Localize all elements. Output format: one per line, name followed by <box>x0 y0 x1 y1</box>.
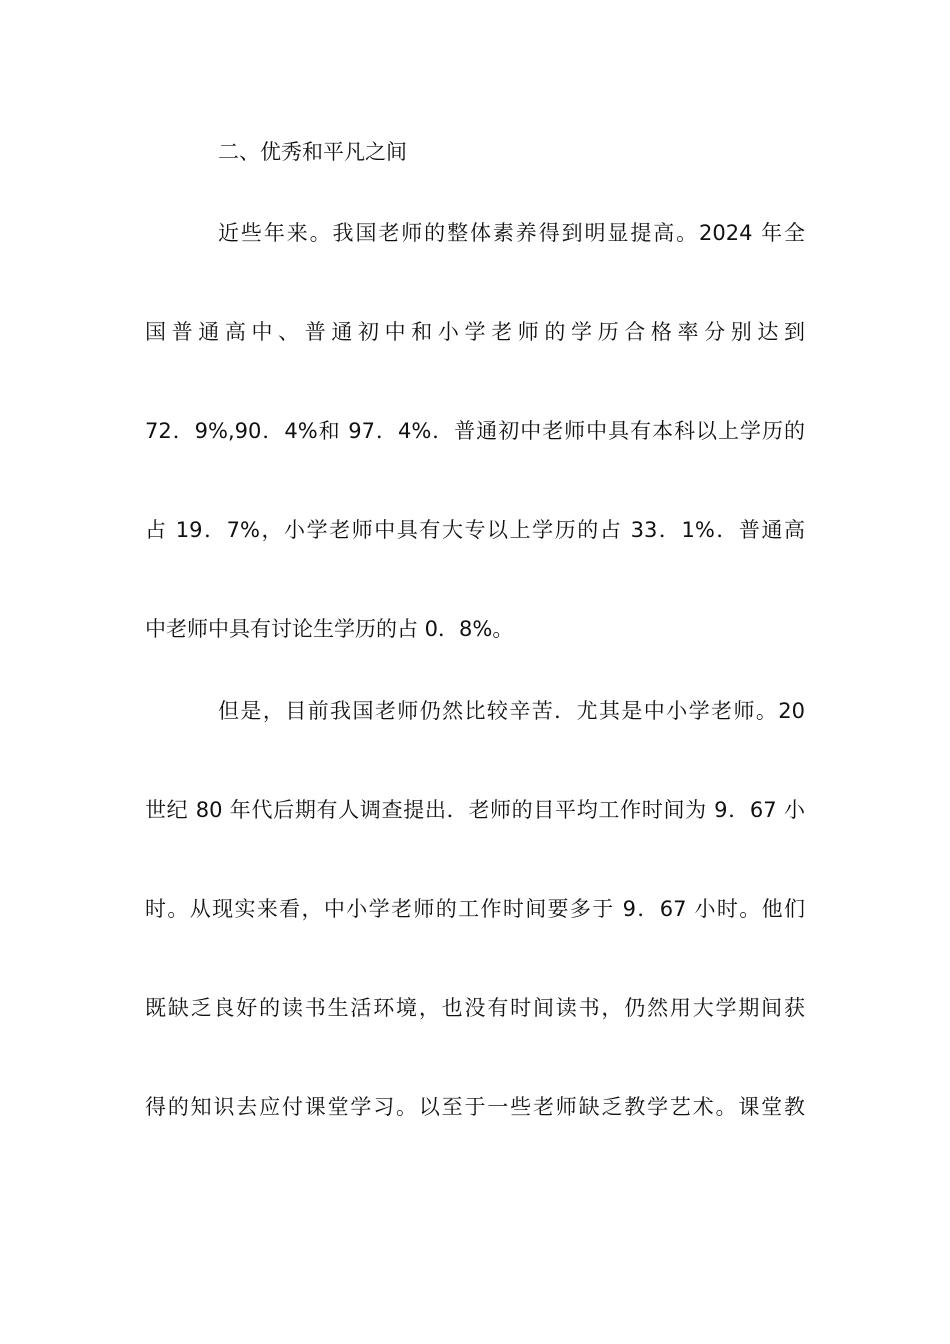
paragraph-line: 国普通高中、普通初中和小学老师的学历合格率分别达到 <box>145 320 805 344</box>
paragraph-line: 时。从现实来看，中小学老师的工作时间要多于 9．67 小时。他们 <box>145 897 805 921</box>
paragraph-line: 近些年来。我国老师的整体素养得到明显提高。2024 年全 <box>218 221 805 245</box>
paragraph-line: 72．9%,90．4%和 97．4%．普通初中老师中具有本科以上学历的 <box>145 419 805 443</box>
paragraph-line: 世纪 80 年代后期有人调查提出．老师的目平均工作时间为 9．67 小 <box>145 798 805 822</box>
paragraph-line: 得的知识去应付课堂学习。以至于一些老师缺乏教学艺术。课堂教 <box>145 1095 805 1119</box>
paragraph-line: 既缺乏良好的读书生活环境，也没有时间读书，仍然用大学期间获 <box>145 996 805 1020</box>
paragraph-line: 中老师中具有讨论生学历的占 0．8%。 <box>145 617 514 641</box>
paragraph-line: 占 19．7%，小学老师中具有大专以上学历的占 33．1%．普通高 <box>145 518 805 542</box>
paragraph-line: 但是，目前我国老师仍然比较辛苦．尤其是中小学老师。20 <box>218 699 805 723</box>
section-heading: 二、优秀和平凡之间 <box>218 140 407 164</box>
